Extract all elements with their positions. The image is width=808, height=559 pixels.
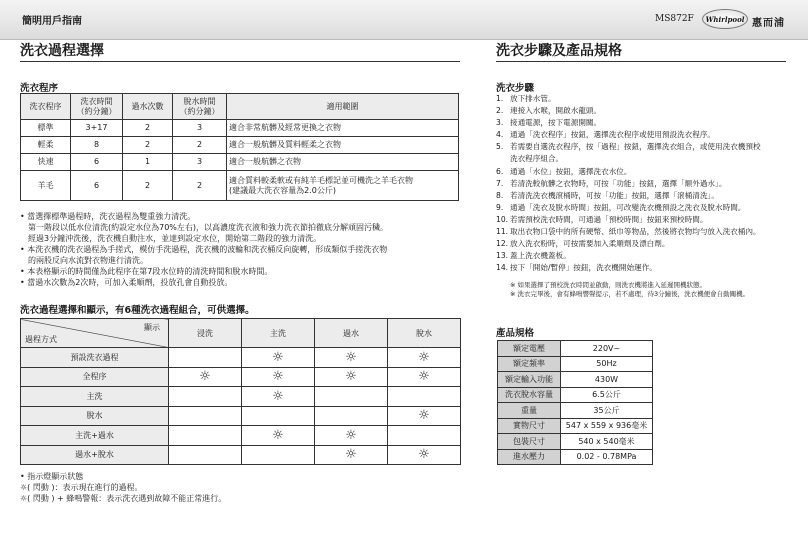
- step-text: 蓋上洗衣機蓋板。: [510, 251, 571, 261]
- program-row: [21, 171, 459, 201]
- step-item: [496, 153, 796, 165]
- step-item: [496, 238, 796, 250]
- combo-table-body: [21, 348, 461, 465]
- step-number: 4.: [496, 130, 504, 140]
- spec-key: 進水壓力: [498, 449, 561, 465]
- step-number: 5.: [496, 142, 504, 152]
- combo-row: [21, 387, 461, 407]
- step-number: 3.: [496, 118, 504, 128]
- step-text: 按下「開始/暫停」按鈕，洗衣機開始運作。: [510, 263, 657, 273]
- step-item: [496, 141, 796, 153]
- combo-row: [21, 367, 461, 387]
- spec-value: 220V~: [561, 341, 653, 357]
- indicator-light-icon: ☼: [345, 427, 357, 443]
- step-item: [496, 226, 796, 238]
- combo-row: [21, 348, 461, 368]
- spec-row: [498, 403, 653, 419]
- combo-row-label: 主洗: [21, 387, 169, 407]
- program-cell: 2: [173, 137, 227, 154]
- note-bullet: • 當選擇標準過程時，洗衣過程為雙重強力清洗。: [20, 212, 196, 221]
- step-number: 11.: [496, 227, 509, 237]
- spec-value: 6.5公斤: [561, 387, 653, 403]
- indicator-legend: [20, 471, 226, 504]
- spec-value: 50Hz: [561, 356, 653, 372]
- combo-cell: [315, 406, 388, 426]
- step-text: 若清洗洗衣機滾桶時，可按「功能」按鈕，選擇「滾桶清洗」。: [510, 190, 719, 200]
- left-section-title: [20, 38, 460, 62]
- program-cell: 3: [173, 120, 227, 137]
- spec-value: 35公斤: [561, 403, 653, 419]
- program-cell: 輕柔: [21, 137, 71, 154]
- step-text: 若清洗較航髒之衣物時，可按「功能」按鈕，選擇「額外過水」。: [510, 178, 727, 188]
- spec-value: 430W: [561, 372, 653, 388]
- step-number: 2.: [496, 106, 504, 116]
- combo-row-label: 脫水: [21, 406, 169, 426]
- step-item: [496, 117, 796, 129]
- program-cell: 適合一般航髒之衣物: [227, 154, 459, 171]
- combo-row-label: 過水+脫水: [21, 445, 169, 465]
- spec-key: 重量: [498, 403, 561, 419]
- combo-cell: [315, 445, 388, 465]
- combo-cell: [388, 445, 461, 465]
- program-cell: 6: [71, 171, 123, 201]
- combo-row: [21, 426, 461, 446]
- spec-row: [498, 387, 653, 403]
- step-text: 放入洗衣粉時，可按需要加入柔順劑及漂白劑。: [510, 239, 670, 249]
- spec-heading: 產品規格: [496, 328, 535, 339]
- combo-cell: [315, 426, 388, 446]
- indicator-light-icon: ☼: [272, 369, 284, 385]
- col-spin-time-text: 脫水時間 （約分鐘）: [179, 97, 220, 116]
- spec-value: 547 x 559 x 936毫米: [561, 418, 653, 434]
- indicator-light-icon: ☼: [272, 388, 284, 404]
- program-cell: 2: [173, 171, 227, 201]
- combo-col-rinse: 過水: [315, 319, 388, 348]
- legend-alarm: ☼( 閃動 ) + 蜂鳴警報：表示洗衣遇到故障不能正常進行。: [20, 494, 227, 503]
- combo-cell: [169, 445, 242, 465]
- combo-cell: [242, 406, 315, 426]
- col-rinse-count: 過水次數: [123, 94, 173, 120]
- left-title-text: 洗衣過程選擇: [20, 43, 104, 59]
- note-bullet: • 當過水次數為2次時，可加入柔順劑，投放孔會自動投放。: [20, 278, 233, 287]
- steps-notes: [510, 281, 749, 299]
- step-text: 通過「水位」按鈕，選擇洗衣水位。: [510, 166, 632, 176]
- spec-row: [498, 449, 653, 465]
- spec-key: 額定電壓: [498, 341, 561, 357]
- col-scope: 適用範圍: [227, 94, 459, 120]
- indicator-light-icon: ☼: [345, 369, 357, 385]
- step-number: 7.: [496, 178, 504, 188]
- step-note: ※ 洗衣完畢後，會有蜂鳴響聲提示，若不處理，待3分鐘後，洗衣機便會自動關機。: [510, 290, 750, 298]
- indicator-light-icon: ☼: [199, 369, 211, 385]
- indicator-light-icon: ☼: [418, 408, 430, 424]
- program-cell: 3+17: [71, 120, 123, 137]
- legend-heading: • 指示燈顯示狀態: [20, 472, 84, 481]
- combo-corner-cell: [21, 319, 169, 348]
- combo-cell: [388, 426, 461, 446]
- combo-table: [20, 318, 461, 465]
- col-program: 洗衣程序: [21, 94, 71, 120]
- step-item: [496, 105, 796, 117]
- step-number: 12.: [496, 239, 509, 249]
- step-text: 接通電源，按下電源開關。: [510, 118, 602, 128]
- steps-heading: 洗衣步驟: [496, 83, 535, 94]
- note-bullet: • 本表格顯示的時間僅為此程序在第7段水位時的清洗時間和脫水時間。: [20, 267, 273, 276]
- corner-top-label: 顯示: [144, 323, 160, 332]
- step-text: 取出衣物口袋中的所有硬幣、紙巾等物品，然後將衣物均勻放入洗衣桶內。: [510, 227, 761, 237]
- combo-row: [21, 406, 461, 426]
- program-row: [21, 154, 459, 171]
- program-cell: 適合非常航髒及經常更換之衣物: [227, 120, 459, 137]
- combo-cell: [169, 348, 242, 368]
- combo-cell: [169, 406, 242, 426]
- program-cell: 2: [123, 120, 173, 137]
- model-number: MS872F: [655, 14, 694, 24]
- combo-row-label: 主洗+過水: [21, 426, 169, 446]
- spec-row: [498, 434, 653, 450]
- note-line: 第一階段以低水位清洗(約設定水位為70%左右)，以高濃度洗衣液和強力洗衣節拍徹底分解頑固污穢。: [28, 223, 389, 232]
- combo-col-soak: 浸洗: [169, 319, 242, 348]
- step-number: 10.: [496, 214, 509, 224]
- step-number: 6.: [496, 166, 504, 176]
- legend-blink: ☼( 閃動 )：表示現在進行的過程。: [20, 483, 143, 492]
- step-item: [496, 202, 796, 214]
- combo-cell: [242, 387, 315, 407]
- combo-cell: [388, 406, 461, 426]
- program-cell: 適合一般航髒及質料輕柔之衣物: [227, 137, 459, 154]
- program-cell: 1: [123, 154, 173, 171]
- indicator-light-icon: ☼: [418, 349, 430, 365]
- spec-key: 包裝尺寸: [498, 434, 561, 450]
- combo-cell: [169, 426, 242, 446]
- combo-header-row: [21, 319, 461, 348]
- spec-value: 0.02 - 0.78MPa: [561, 449, 653, 465]
- brand-name: 惠而浦: [752, 18, 785, 29]
- step-item: [496, 93, 796, 105]
- step-text: 若需要自選洗衣程序，按「過程」按鈕，選擇洗衣組合，或使用洗衣機預校: [510, 142, 761, 152]
- spec-value: 540 x 540毫米: [561, 434, 653, 450]
- logo-text: Whirlpool: [705, 14, 745, 24]
- step-number: 9.: [496, 202, 504, 212]
- combo-cell: [169, 387, 242, 407]
- combo-col-wash: 主洗: [242, 319, 315, 348]
- step-item: [496, 214, 796, 226]
- step-text: 通過「洗衣及脫水時間」按鈕，可改變洗衣機預設之洗衣及脫水時間。: [510, 202, 746, 212]
- program-cell: 2: [123, 137, 173, 154]
- spec-key: 洗衣脫水容量: [498, 387, 561, 403]
- program-table: [20, 93, 459, 201]
- program-cell: 快速: [21, 154, 71, 171]
- step-item: [496, 166, 796, 178]
- combo-cell: [388, 348, 461, 368]
- col-spin-time: [173, 94, 227, 120]
- note-line: 經過3分鐘沖洗後，洗衣機自動注水，並達到設定水位，開始第二階段的強力清洗。: [28, 234, 322, 243]
- program-cell: 標準: [21, 120, 71, 137]
- spec-row: [498, 372, 653, 388]
- col-wash-time-text: 洗衣時間 （約分鐘）: [76, 97, 117, 116]
- combo-cell: [169, 367, 242, 387]
- step-number: 13.: [496, 251, 509, 261]
- step-item: [496, 129, 796, 141]
- step-item: [496, 250, 796, 262]
- combo-cell: [388, 367, 461, 387]
- combo-row: [21, 445, 461, 465]
- combo-col-spin: 脫水: [388, 319, 461, 348]
- spec-row: [498, 356, 653, 372]
- combo-cell: [242, 367, 315, 387]
- indicator-light-icon: ☼: [418, 369, 430, 385]
- program-row: [21, 120, 459, 137]
- spec-table-body: [498, 341, 653, 465]
- combo-heading: 洗衣過程選擇和顯示，有6種洗衣過程組合，可供選擇。: [20, 305, 255, 316]
- step-number: 14.: [496, 263, 509, 273]
- whirlpool-logo: [702, 9, 748, 29]
- indicator-light-icon: ☼: [272, 427, 284, 443]
- combo-cell: [388, 387, 461, 407]
- combo-row-label: 預設洗衣過程: [21, 348, 169, 368]
- program-cell: 6: [71, 154, 123, 171]
- step-text: 放下排水管。: [510, 94, 556, 103]
- step-text: 連接入水喉，開啟水龍頭。: [510, 106, 602, 116]
- step-item: [496, 262, 796, 274]
- corner-bottom-label: 過程方式: [25, 335, 57, 344]
- right-section-title: [496, 38, 786, 62]
- combo-cell: [242, 445, 315, 465]
- indicator-light-icon: ☼: [272, 349, 284, 365]
- combo-cell: [315, 348, 388, 368]
- col-wash-time: [71, 94, 123, 120]
- indicator-light-icon: ☼: [418, 447, 430, 463]
- program-table-header: [21, 94, 459, 120]
- spec-key: 額定頻率: [498, 356, 561, 372]
- program-cell: 3: [173, 154, 227, 171]
- step-text: 通過「洗衣程序」按鈕，選擇洗衣程序或使用預設洗衣程序。: [510, 130, 716, 140]
- spec-row: [498, 341, 653, 357]
- right-title-text: 洗衣步驟及產品規格: [496, 43, 622, 59]
- step-item: [496, 178, 796, 190]
- step-number: 1.: [496, 94, 504, 103]
- program-heading: 洗衣程序: [20, 83, 59, 94]
- program-row: [21, 137, 459, 154]
- combo-cell: [315, 367, 388, 387]
- indicator-light-icon: ☼: [345, 349, 357, 365]
- spec-key: 實物尺寸: [498, 418, 561, 434]
- step-text: 洗衣程序組合。: [510, 154, 564, 164]
- program-cell: 適合質料較柔軟或有純羊毛標記並可機洗之羊毛衣物 (建議最大洗衣容量為2.0公斤): [227, 171, 459, 201]
- combo-cell: [242, 348, 315, 368]
- note-line: 的兩股反向水流對衣物進行清洗。: [28, 256, 148, 265]
- program-cell: 2: [123, 171, 173, 201]
- step-item: [496, 190, 796, 202]
- step-text: 若需預校洗衣時間，可通過「預校時間」按鈕來預校時間。: [510, 214, 708, 224]
- program-table-body: [21, 120, 459, 201]
- spec-row: [498, 418, 653, 434]
- combo-cell: [242, 426, 315, 446]
- indicator-light-icon: ☼: [345, 447, 357, 463]
- step-number: 8.: [496, 190, 504, 200]
- combo-cell: [315, 387, 388, 407]
- spec-key: 額定輸入功能: [498, 372, 561, 388]
- step-note: ※ 如果選擇了預校洗衣時間並啟動，則洗衣機將進入延遲開機狀態。: [510, 281, 707, 289]
- steps-list: [496, 93, 796, 274]
- spec-table: [497, 340, 653, 465]
- program-cell: 羊毛: [21, 171, 71, 201]
- guide-title: 簡明用戶指南: [22, 16, 82, 27]
- program-cell: 8: [71, 137, 123, 154]
- note-bullet: • 本洗衣機的洗衣過程為手搓式，模仿手洗過程，洗衣機的波輪和洗衣桶反向旋轉，形成類似手搓洗衣物: [20, 245, 388, 254]
- combo-row-label: 全程序: [21, 367, 169, 387]
- program-notes: [20, 211, 460, 288]
